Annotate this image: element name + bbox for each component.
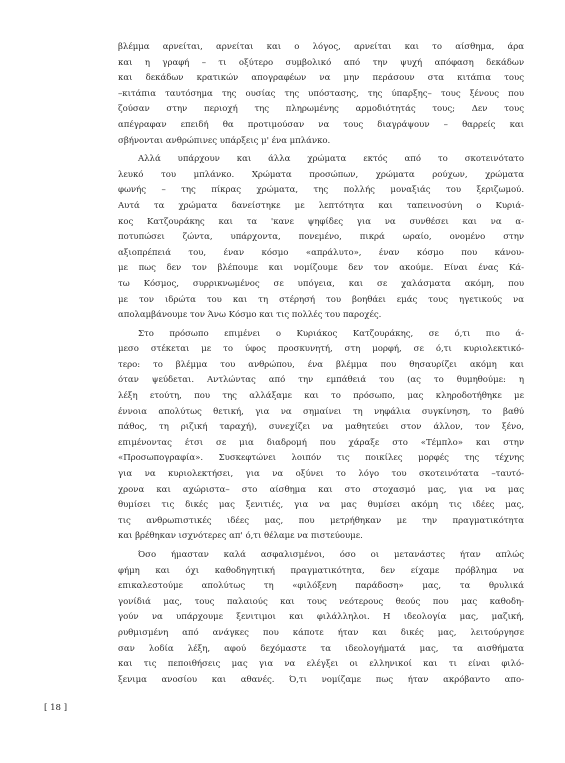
- text-line: «Προσωπογραφία». Συσκεφτώνει λοιπόν τις ποικίλες μορφές της τέχνης: [118, 453, 524, 464]
- text-line: και τις πεποιθήσεις μας για να ελέγξει οι ελληνικοί και τι είναι φιλό-: [118, 659, 524, 670]
- text-line: και βρέθηκαν ισχνότερες απ' ό,τι θέλαμε να πιστεύουμε.: [118, 531, 363, 542]
- text-line: ζούσαν στην περιοχή της πληρωμένης αρμοδιότητάς τους; Δεν τους: [118, 104, 524, 115]
- text-line: γούν να υπάρχουμε ξενιτιμοι και φιλάλληλοι. Η ιδεολογία μας, μαζική,: [118, 612, 524, 623]
- text-line: βλέμμα αρνείται, αρνείται και ο λόγος, αρνείται και το αίσθημα, άρα: [118, 42, 524, 52]
- text-line: αξιοπρέπειά του, έναν κόσμο «απράλυτο», έναν κόσμο που κάνου-: [118, 247, 524, 258]
- text-line: μεσο στέκεται με το ύφος προσκυνητή, στη μορφή, σε ό,τι κυριολεκτικό-: [118, 344, 524, 355]
- text-line: λέξη ετούτη, που της αλλάξαμε και το πρόσωπο, μας κληροδοτήθηκε με: [118, 391, 524, 402]
- paragraph-1: [118, 40, 524, 149]
- text-line: ρυθμισμένη από ανάγκες που κάποτε ήταν και δικές μας, λειτούργησε: [118, 627, 524, 638]
- text-line: τερο: το βλέμμα του ανθρώπου, ένα βλέμμα που θησαυρίζει ακόμη και: [118, 359, 524, 370]
- text-line: ποτυπώσει ζώντα, υπάρχοντα, πονεμένο, πικρά ωραίο, ονομένο στην: [118, 232, 524, 243]
- text-line: Αυτά τα χρώματα δανείστηκε με λεπτότητα και ταπεινοσύνη ο Κυριά-: [118, 200, 524, 211]
- text-line: με τον ιδρώτα του και τη στέρησή του βοηθάει εμάς τους ηγετικούς να: [118, 294, 524, 305]
- text-line: σβήνονται ανθρώπινες υπάρξεις μ' ένα μπλάνκο.: [118, 135, 331, 146]
- text-line: όταν ψεύδεται. Αντλώντας από την εμπάθειά του (ας το θυμηθούμε: η: [118, 375, 524, 386]
- body-text: [118, 40, 524, 688]
- text-line: έννοια απολύτως θετική, για να σημαίνει τη νηφάλια συγκίνηση, το βαθύ: [118, 406, 524, 417]
- text-line: κος Κατζουράκης και τα 'κανε ψηφίδες για να συνθέσει και να α-: [118, 216, 524, 227]
- text-line: απέγραφαν επειδή θα προτιμούσαν να τους διαγράψουν – θαρρείς και: [118, 119, 524, 130]
- text-line: τω Κόσμος, συρρικνωμένος σε υπόγεια, και σε χαλάσματα ακόμη, που: [118, 278, 524, 289]
- text-line: θυμίσει τις δικές μας ξενιτιές, για να μας θυμίσει ακόμη τις ιδέες μας,: [118, 500, 524, 511]
- text-line: με πως δεν τον βλέπουμε και νομίζουμε δεν τον ακούμε. Είναι ένας Κά-: [118, 263, 524, 274]
- paragraph-3: [118, 327, 524, 545]
- text-line: λευκό του μπλάνκο. Χρώματα προσώπων, χρώματα ρούχων, χρώματα: [118, 169, 524, 180]
- text-line: Αλλά υπάρχουν και άλλα χρώματα εκτός από το σκοτεινότατο: [138, 154, 524, 165]
- text-line: και η γραφή – τι οξύτερο συμβολικό από την ψυχή απόφαση δεκάδων: [118, 57, 524, 68]
- text-line: φωνής – της πίκρας χρώματα, της πολλής μοναξιάς του ξεριζωμού.: [118, 185, 524, 196]
- text-line: πάθος, τη ριζική ταραχή), συνεχίζει να μαθητεύει στον άλλον, τον ξένο,: [118, 422, 524, 433]
- paragraph-2: [118, 152, 524, 324]
- text-line: –κιτάπια ταυτόσημα της ουσίας της υπόστασης, της ύπαρξης– τους ξένους που: [118, 88, 524, 99]
- text-line: επικαλεστούμε απολύτως τη «φιλόξενη παράδοση» μας, τα θρυλικά: [118, 581, 524, 592]
- text-line: Στο πρόσωπο επιμένει ο Κυριάκος Κατζουράκης, σε ό,τι πιο ά-: [138, 328, 524, 339]
- text-line: ξενιμα ανοσίου και αθανές. Ό,τι νομίζαμε πως ήταν ακρόβαντο απο-: [118, 674, 524, 685]
- text-line: επιμένοντας έτσι σε μια διαδρομή που χάραξε στο «Τέμπλο» και στην: [118, 437, 524, 448]
- paragraph-4: [118, 548, 524, 688]
- text-line: και δεκάδων κρατικών απογραφέων να μην περάσουν στα κιτάπια τους: [118, 73, 524, 84]
- text-line: απολαμβάνουμε τον Άνω Κόσμο και τις πολλές του παροχές.: [118, 310, 382, 321]
- text-line: γονίδιά μας, τους παλαιούς και τους νεότερους θεούς που μας καθοδη-: [118, 596, 524, 607]
- text-line: για να κυριολεκτήσει, για να οξύνει το λόγο του σκοτεινότατα –ταυτό-: [118, 469, 524, 480]
- page-number: [ 18 ]: [44, 703, 68, 713]
- text-line: φήμη και όχι καθοδηγητική πραγματικότητα, δεν είχαμε πρόβλημα να: [118, 565, 524, 576]
- text-line: τις ανθρωπιστικές ιδέες μας, που μετρήθηκαν με την πραγματικότητα: [118, 515, 524, 526]
- text-line: σαν λοδία λέξη, αφού δεχόμαστε τα ιδεολογήματά μας, τα αισθήματα: [118, 643, 524, 654]
- text-line: Όσο ήμασταν καλά ασφαλισμένοι, όσο οι μετανάστες ήταν απλώς: [138, 550, 524, 560]
- text-line: χρονα και αχώριστα– στο αίσθημα και στο στοχασμό μας, για να μας: [118, 484, 524, 495]
